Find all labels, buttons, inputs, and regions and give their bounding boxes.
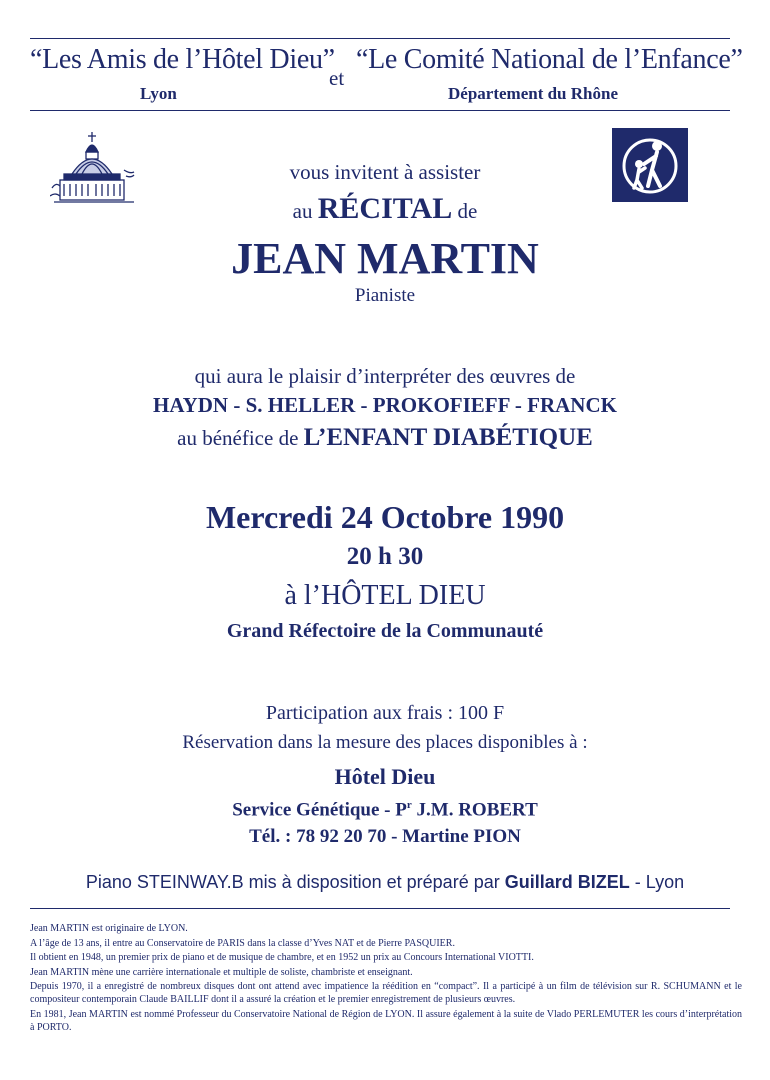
artist-role: Pianiste	[354, 285, 416, 306]
biography	[30, 922, 742, 1035]
service-name: J.M. ROBERT	[411, 799, 538, 821]
recital-suffix: de	[457, 199, 478, 223]
recital-line	[0, 192, 770, 226]
piano-city: - Lyon	[629, 872, 685, 892]
booking-place: Hôtel Dieu	[334, 764, 436, 789]
bio-paragraph: Il obtient en 1948, un premier prix de piano et de musique de chambre, et en 1952 un prix au Concours International VIOTTI.	[30, 952, 534, 963]
top-rule	[30, 38, 730, 39]
recital-word: RÉCITAL	[317, 192, 453, 225]
artist-name: JEAN MARTIN	[231, 234, 539, 283]
footer-rule	[30, 908, 730, 909]
bio-paragraph: En 1981, Jean MARTIN est nommé Professeur du Conservatoire National de Région de LYON. Il assure également à la suite de Vlado PERLEMUTER les cours d’interprétation à PORTO.	[30, 1008, 742, 1033]
benefit-line	[0, 424, 770, 452]
recital-prefix: au	[292, 199, 313, 223]
benefit-prefix: au bénéfice de	[177, 426, 299, 450]
piano-tuner: Guillard BIZEL	[504, 872, 630, 892]
bio-paragraph: A l’âge de 13 ans, il entre au Conservatoire de PARIS dans la classe d’Yves NAT et de Pierre PASQUIER.	[30, 937, 455, 949]
booking-phone: Tél. : 78 92 20 70 - Martine PION	[249, 826, 521, 847]
benefit-cause: L’ENFANT DIABÉTIQUE	[303, 424, 593, 451]
composers-list: HAYDN - S. HELLER - PROKOFIEFF - FRANCK	[153, 393, 617, 417]
org-right-name: “Le Comité National de l’Enfance”	[356, 44, 743, 75]
conjunction: et	[329, 66, 345, 90]
bio-paragraph: Jean MARTIN mène une carrière internationale et multiple de soliste, chambriste et enseignant.	[30, 966, 413, 978]
event-venue: à l’HÔTEL DIEU	[284, 580, 486, 611]
event-date: Mercredi 24 Octobre 1990	[205, 499, 565, 535]
header-rule	[30, 110, 730, 111]
org-left-city: Lyon	[140, 84, 177, 103]
event-room: Grand Réfectoire de la Communauté	[226, 620, 544, 642]
program-intro: qui aura le plaisir d’interpréter des œuvres de	[194, 364, 576, 388]
org-right-department: Département du Rhône	[448, 84, 618, 103]
service-prefix: Service Génétique - P	[232, 799, 407, 821]
booking-service	[0, 799, 770, 821]
invitation-line: vous invitent à assister	[289, 160, 481, 184]
service-title-sup: r	[406, 799, 412, 811]
reservation-line: Réservation dans la mesure des places disponibles à :	[182, 732, 588, 753]
piano-text: Piano STEINWAY.B mis à disposition et préparé par	[85, 872, 505, 892]
bio-paragraph: Depuis 1970, il a enregistré de nombreux disques dont ont attend avec impatience la réédition en “compact”. Il a participé à un film de télévision sur R. SCHUMANN et le compositeur contemporain Claude BAILLIF dont il a assuré la création et le premier enregistrement de plusieurs œuvres.	[30, 981, 742, 1005]
org-left-name: “Les Amis de l’Hôtel Dieu”	[30, 44, 335, 75]
event-time: 20 h 30	[346, 543, 424, 570]
piano-line	[0, 872, 770, 893]
price-line: Participation aux frais : 100 F	[265, 702, 505, 724]
bio-paragraph: Jean MARTIN est originaire de LYON.	[30, 923, 188, 934]
